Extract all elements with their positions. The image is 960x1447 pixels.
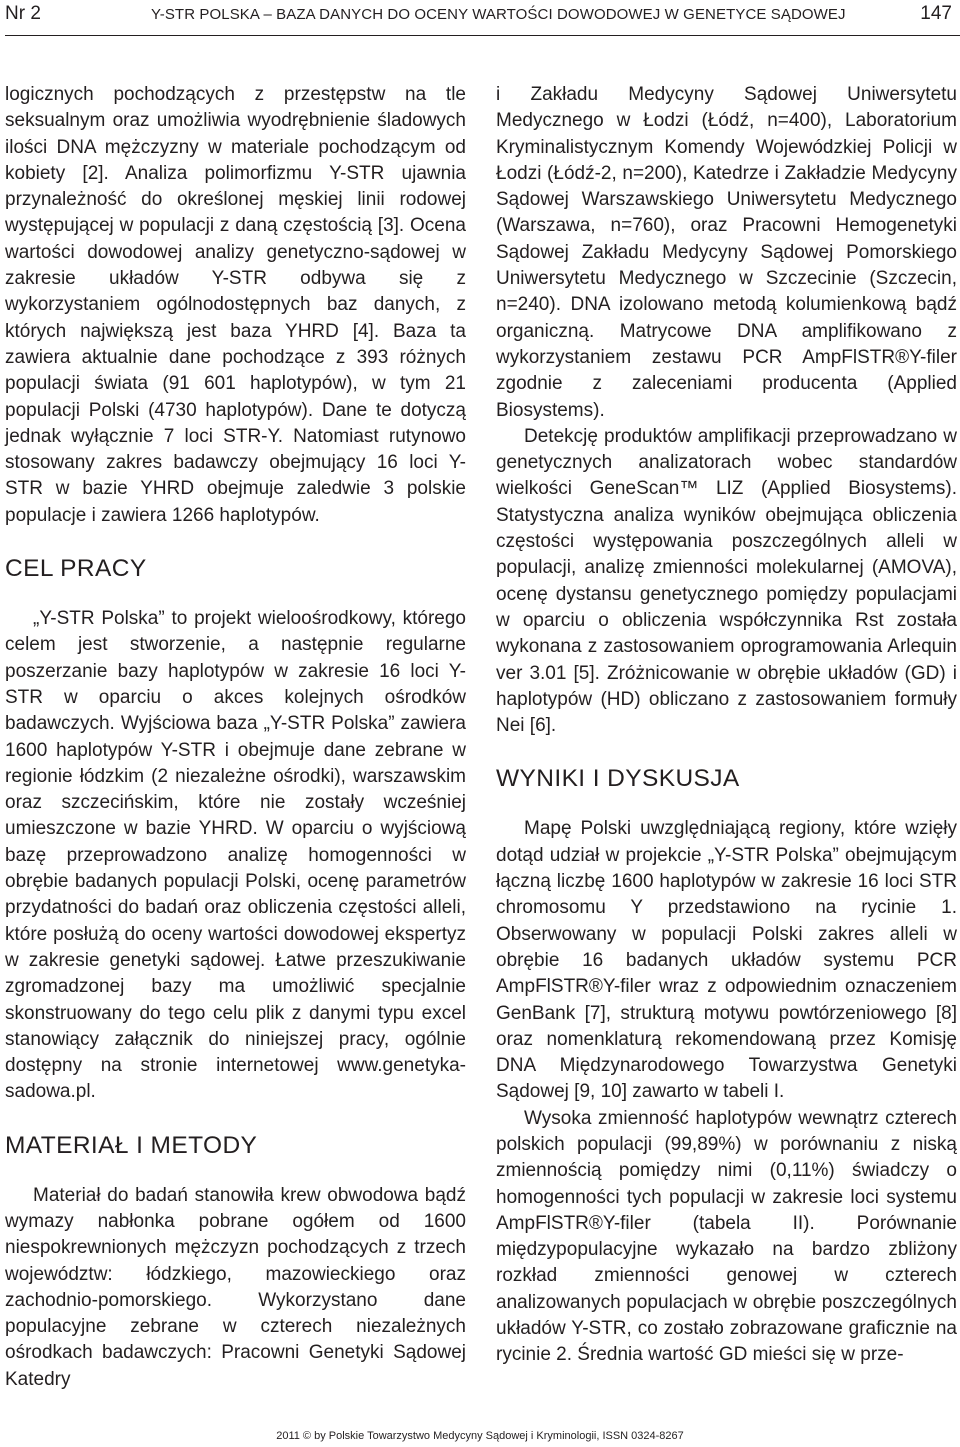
section-heading-aim: CEL PRACY bbox=[5, 555, 147, 583]
section-heading-results: WYNIKI I DYSKUSJA bbox=[496, 765, 740, 793]
page-header bbox=[0, 0, 960, 34]
right-column bbox=[496, 82, 957, 1369]
running-title: Y-STR POLSKA – BAZA DANYCH DO OCENY WARTOŚCI DOWODOWEJ W GENETYCE SĄDOWEJ bbox=[151, 6, 846, 23]
detection-paragraph: Detekcję produktów amplifikacji przeprowadzano w genetycznych analizatorach wobec standardów wielkości GeneScan™ LIZ (Applied Biosystems). Statystyczna analiza wyników obejmująca obliczenia częstości występowania poszczególnych alleli w populacji, analizę zmienności molekularnej (AMOVA), ocenę dystansu genetycznego pomiędzy populacjami w oparciu o obliczenia współczynnika Rst została wykonana z zastosowaniem oprogramowania Arlequin ver 3.01 [5]. Zróżnicowanie w obrębie układów (GD) i haplotypów (HD) obliczano z zastosowaniem formuły Nei [6]. bbox=[496, 425, 957, 737]
results-paragraph-1: Mapę Polski uwzględniającą regiony, które wzięły dotąd udział w projekcie „Y-STR Polska” obejmującym łączną liczbę 1600 haplotypów w zakresie 16 loci STR chromosomu Y przedstawiono na rycinie 1. Obserwowany w populacji Polski zakres alleli w obrębie 16 badanych układów systemu PCR AmpFlSTR®Y-filer wraz z odpowiednim oznaczeniem GenBank [7], strukturą motywu powtórzeniowego [8] oraz nomenklaturą rekomendowaną przez Komisję DNA Międzynarodowego Towarzystwa Genetyki Sądowej [9, 10] zawarto w tabeli I. bbox=[496, 818, 957, 1103]
issue-number: Nr 2 bbox=[5, 3, 41, 24]
methods-continued-paragraph: i Zakładu Medycyny Sądowej Uniwersytetu Medycznego w Łodzi (Łódź, n=400), Laboratorium Kryminalistycznym Komendy Wojewódzkiej Policji w Łodzi (Łódź-2, n=200), Katedrze i Zakładzie Medycyny Sądowej Warszawskiego Uniwersytetu Medycznego (Warszawa, n=760), oraz Pracowni Hemogenetyki Sądowej Zakładu Medycyny Sądowej Pomorskiego Uniwersytetu Medycznego w Szczecinie (Szczecin, n=240). DNA izolowano metodą kolumienkową bądź organiczną. Matrycowe DNA amplifikowano z wykorzystaniem zestawu PCR AmpFlSTR®Y-filer zgodnie z zaleceniami producenta (Applied Biosystems). bbox=[496, 84, 957, 421]
intro-paragraph: logicznych pochodzących z przestępstw na tle seksualnym oraz umożliwia wyodrębnienie śladowych ilości DNA mężczyzny w materiale pochodzącym od kobiety [2]. Analiza polimorfizmu Y-STR ujawnia przynależność do określonej męskiej linii rodowej występującej w populacji z daną częstością [3]. Ocena wartości dowodowej analizy genetyczno-sądowej w zakresie układów Y-STR odbywa się z wykorzystaniem ogólnodostępnych baz danych, z których największą jest baza YHRD [4]. Baza ta zawiera aktualnie dane pochodzące z 393 różnych populacji świata (91 601 haplotypów), w tym 21 populacji Polski (4730 haplotypów). Dane te dotyczą jednak wyłącznie 7 loci STR-Y. Natomiast rutynowo stosowany zakres badawczy obejmujący 16 loci Y-STR w bazie YHRD obejmuje zaledwie 3 polskie populacje i zawiera 1266 haplotypów. bbox=[5, 84, 466, 526]
aim-paragraph: „Y-STR Polska” to projekt wieloośrodkowy, którego celem jest stworzenie, a następnie regularne poszerzanie bazy haplotypów w zakresie 16 loci Y-STR w oparciu o akces kolejnych ośrodków badawczych. Wyjściowa baza „Y-STR Polska” zawiera 1600 haplotypów Y-STR i obejmuje dane zebrane w regionie łódzkim (2 niezależne ośrodki), warszawskim oraz szczecińskim, które nie zostały wcześniej umieszczone w bazie YHRD. W oparciu o wyjściową bazę przeprowadzono analizę homogenności w obrębie badanych populacji Polski, ocenę parametrów przydatności do badań oraz obliczenia częstości alleli, które posłużą do oceny wartości dowodowej ekspertyz w zakresie genetyki sądowej. Łatwe przeszukiwanie zgromadzonej bazy ma umożliwić specjalnie skonstruowany do tego celu plik z danymi typu excel stanowiący załącznik do niniejszej pracy, ogólnie dostępny na stronie internetowej www.genetyka-sadowa.pl. bbox=[5, 608, 466, 1103]
results-paragraph-2: Wysoka zmienność haplotypów wewnątrz czterech polskich populacji (99,89%) w porównaniu z niską zmiennością pomiędzy nimi (0,11%) świadczy o homogenności tych populacji w zakresie loci systemu AmpFlSTR®Y-filer (tabela II). Porównanie międzypopulacyjne wykazało na bardzo zbliżony rozkład zmienności genowej w czterech analizowanych populacjach w obrębie poszczególnych układów Y-STR, co zostało zobrazowane graficznie na rycinie 2. Średnia wartość GD mieści się w prze- bbox=[496, 1107, 957, 1366]
methods-paragraph: Materiał do badań stanowiła krew obwodowa bądź wymazy nabłonka pobrane ogółem od 1600 niespokrewnionych mężczyzn pochodzących z trzech województw: łódzkiego, mazowieckiego oraz zachodnio-pomorskiego. Wykorzystano dane populacyjne zebrane w czterech niezależnych ośrodkach badawczych: Pracowni Genetyki Sądowej Katedry bbox=[5, 1184, 466, 1390]
left-column bbox=[5, 82, 466, 1393]
section-heading-methods: MATERIAŁ I METODY bbox=[5, 1131, 258, 1159]
page-number: 147 bbox=[920, 3, 952, 24]
header-divider bbox=[5, 35, 960, 36]
page-footer: 2011 © by Polskie Towarzystwo Medycyny Sądowej i Kryminologii, ISSN 0324-8267 bbox=[276, 1430, 684, 1442]
